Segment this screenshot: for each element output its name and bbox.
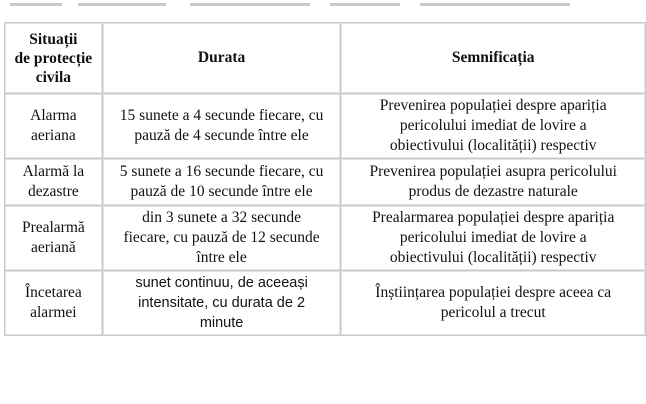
duration-cell: 5 sunete a 16 secunde fiecare, cu pauză de 10 secunde între ele [102,159,341,206]
meaning-cell: Prevenirea populației asupra pericolului produs de dezastre naturale [341,159,646,206]
header-duration: Durata [102,23,341,94]
table-row [5,206,646,271]
meaning-cell: Prealarmarea populației despre apariția pericolului imediat de lovire a obiectivului (localității) respectiv [341,206,646,271]
civil-protection-signals-table [4,22,646,336]
cropped-text-fragment [0,0,646,14]
situation-cell: Prealarmă aeriană [5,206,103,271]
table-row [5,159,646,206]
meaning-cell: Înștiințarea populației despre aceea ca pericolul a trecut [341,271,646,336]
duration-cell: 15 sunete a 4 secunde fiecare, cu pauză de 4 secunde între ele [102,94,341,159]
header-meaning: Semnificația [341,23,646,94]
table-row [5,94,646,159]
situation-cell: Alarmă la dezastre [5,159,103,206]
header-situation: Situații de protecție civila [5,23,103,94]
table-row [5,271,646,336]
duration-cell: din 3 sunete a 32 secunde fiecare, cu pauză de 12 secunde între ele [102,206,341,271]
situation-cell: Alarma aeriana [5,94,103,159]
meaning-cell: Prevenirea populației despre apariția pericolului imediat de lovire a obiectivului (localității) respectiv [341,94,646,159]
table-header-row [5,23,646,94]
duration-cell: sunet continuu, de aceeași intensitate, cu durata de 2 minute [102,271,341,336]
situation-cell: Încetarea alarmei [5,271,103,336]
